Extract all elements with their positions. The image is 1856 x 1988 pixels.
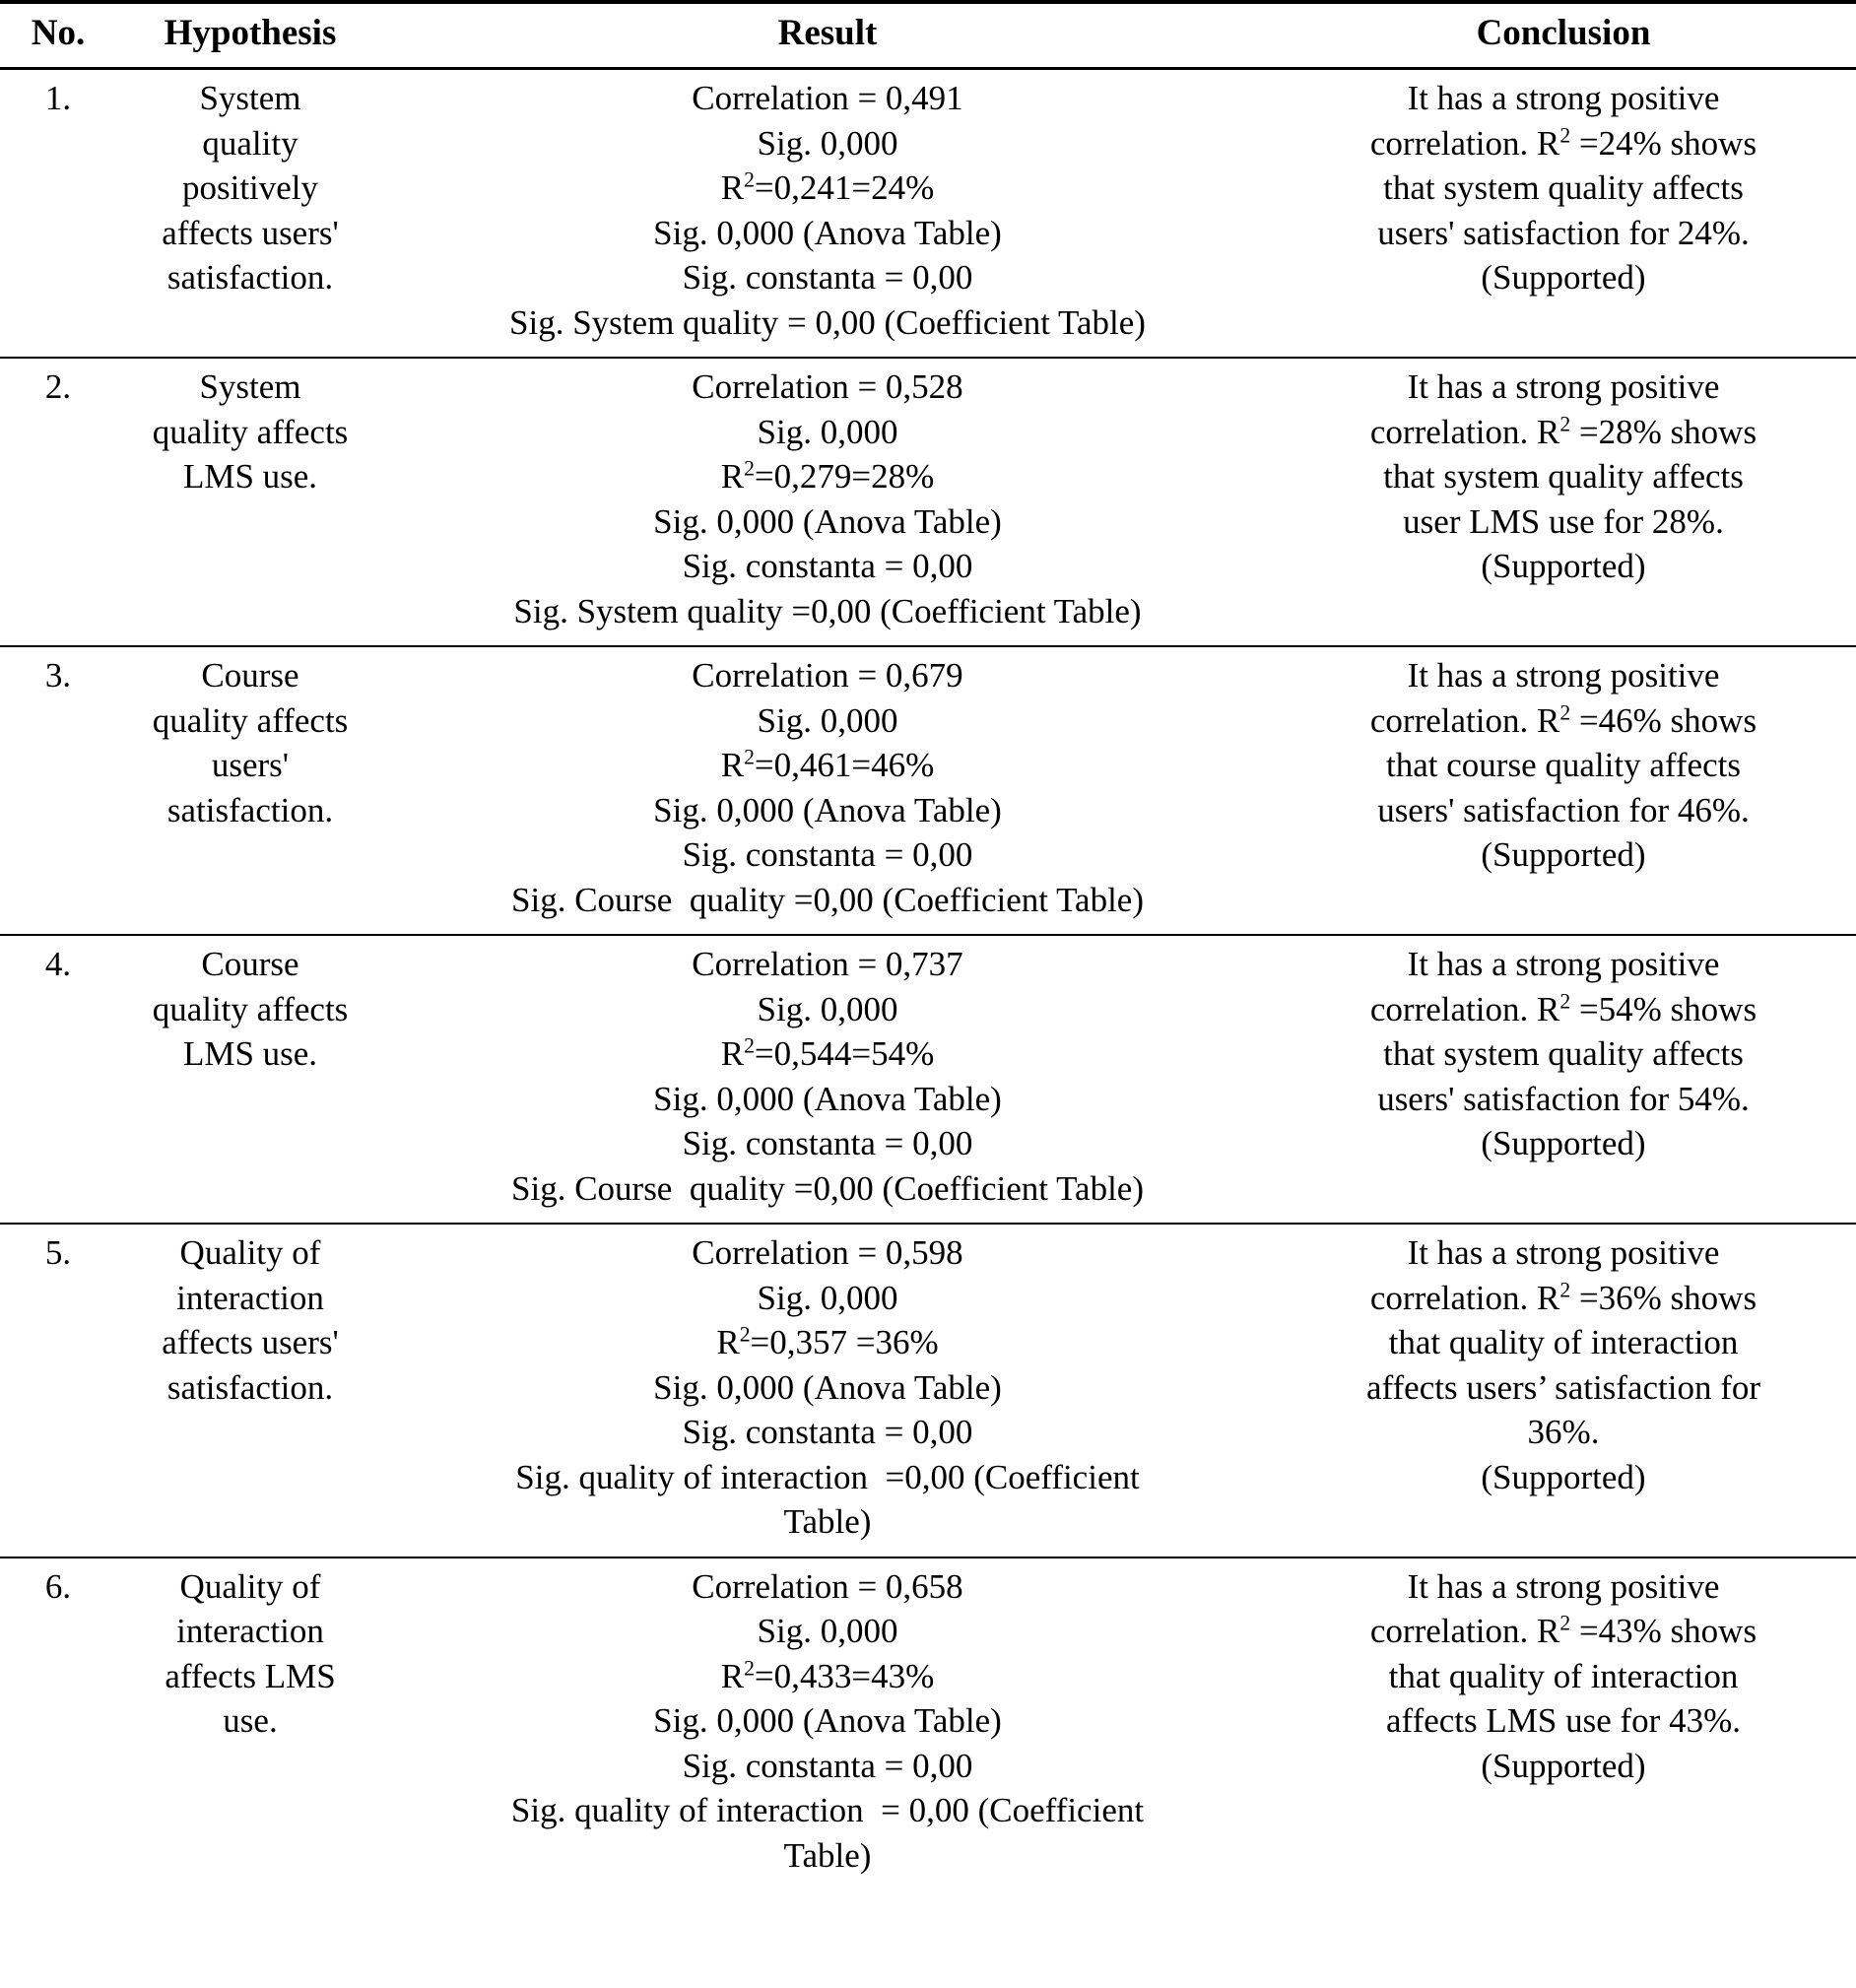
result-cell — [384, 69, 1271, 359]
result-line: Table) — [783, 1835, 872, 1875]
result-cell — [384, 1224, 1271, 1557]
hypothesis-line: satisfaction. — [166, 790, 334, 829]
hypothesis-cell — [116, 935, 384, 1224]
result-line: Sig. constanta = 0,00 — [682, 258, 973, 298]
hypothesis-cell — [116, 1224, 384, 1557]
result-line: Sig. System quality =0,00 (Coefficient Table) — [513, 591, 1142, 630]
conclusion-cell — [1271, 935, 1856, 1224]
conclusion-line: (Supported) — [1481, 1124, 1646, 1163]
result-line: Sig. 0,000 (Anova Table) — [653, 213, 1002, 252]
table-row — [0, 935, 1856, 1224]
conclusion-line: It has a strong positive — [1407, 79, 1720, 118]
result-line: Sig. 0,000 (Anova Table) — [653, 1701, 1002, 1741]
conclusion-line: It has a strong positive — [1407, 945, 1720, 984]
hypothesis-cell — [116, 646, 384, 935]
conclusion-line: affects users’ satisfaction for — [1365, 1367, 1761, 1407]
conclusion-line: that system quality affects — [1383, 457, 1744, 497]
conclusion-line: (Supported) — [1481, 547, 1646, 586]
hypothesis-cell — [116, 1557, 384, 1890]
column-header-no: No. — [0, 2, 116, 69]
conclusion-cell — [1271, 69, 1856, 359]
result-line: Correlation = 0,528 — [692, 367, 963, 407]
result-line: Sig. 0,000 — [757, 989, 898, 1028]
table-header — [0, 2, 1856, 69]
hypothesis-line: quality affects — [152, 412, 349, 451]
table-body — [0, 69, 1856, 1890]
conclusion-line: that system quality affects — [1383, 1034, 1744, 1074]
conclusion-line: that course quality affects — [1386, 746, 1741, 785]
result-cell — [384, 646, 1271, 935]
result-line: Sig. constanta = 0,00 — [682, 547, 973, 586]
hypothesis-line: affects users' — [162, 1323, 339, 1362]
result-line: Table) — [783, 1502, 872, 1542]
result-line: Sig. Course quality =0,00 (Coefficient Table) — [511, 1168, 1144, 1208]
result-line: Sig. 0,000 — [757, 412, 898, 451]
hypothesis-cell — [116, 358, 384, 646]
hypothesis-line: satisfaction. — [166, 1367, 334, 1407]
conclusion-line: It has a strong positive — [1407, 367, 1720, 407]
result-line: Sig. 0,000 (Anova Table) — [653, 1367, 1002, 1407]
conclusion-line: It has a strong positive — [1407, 1233, 1720, 1273]
table-row — [0, 69, 1856, 359]
hypothesis-line: positively — [181, 168, 319, 208]
conclusion-cell — [1271, 358, 1856, 646]
result-line: Correlation = 0,658 — [692, 1566, 963, 1606]
conclusion-line: (Supported) — [1481, 1457, 1646, 1496]
result-line: Sig. constanta = 0,00 — [682, 1124, 973, 1163]
result-line: Sig. 0,000 (Anova Table) — [653, 501, 1002, 541]
hypothesis-line: Quality of — [179, 1233, 321, 1273]
conclusion-line: correlation. $R^2 =36\%$ shows — [1369, 1277, 1757, 1317]
hypothesis-line: users' — [211, 746, 290, 785]
hypothesis-line: interaction — [176, 1612, 324, 1651]
hypothesis-line: satisfaction. — [166, 258, 334, 298]
conclusion-line: users' satisfaction for 24%. — [1377, 213, 1750, 252]
row-number-cell: 3. — [0, 646, 116, 935]
conclusion-line: correlation. $R^2 =54\%$ shows — [1369, 988, 1757, 1028]
result-line: Sig. 0,000 — [757, 123, 898, 163]
conclusion-line: that quality of interaction — [1388, 1656, 1739, 1695]
column-header-conclusion: Conclusion — [1271, 2, 1856, 69]
row-number-cell: 6. — [44, 1566, 72, 1606]
conclusion-line: It has a strong positive — [1407, 1566, 1720, 1606]
result-line: Sig. System quality = 0,00 (Coefficient Table) — [509, 302, 1146, 342]
conclusion-cell — [1271, 646, 1856, 935]
hypothesis-line: interaction — [176, 1278, 324, 1317]
conclusion-line: correlation. $R^2 =24\%$ shows — [1369, 122, 1757, 163]
hypothesis-line: quality affects — [152, 989, 349, 1028]
result-line: Correlation = 0,737 — [692, 945, 963, 984]
conclusion-line: correlation. $R^2 =28\%$ shows — [1369, 411, 1757, 451]
conclusion-line: affects LMS use for 43%. — [1386, 1701, 1741, 1741]
result-line: $R^2=0,461=46\%$ — [720, 745, 935, 785]
hypothesis-line: Quality of — [179, 1566, 321, 1606]
result-line: $R^2=0,544=54\%$ — [720, 1033, 935, 1074]
hypothesis-line: System — [199, 367, 301, 407]
conclusion-line: that system quality affects — [1383, 168, 1744, 208]
row-number-cell: 5. — [0, 1224, 116, 1557]
hypothesis-line: affects users' — [162, 213, 339, 252]
conclusion-line: (Supported) — [1481, 258, 1646, 298]
column-header-result: Result — [384, 2, 1271, 69]
conclusion-cell — [1271, 1557, 1856, 1890]
result-line: $R^2=0,241=24\%$ — [720, 167, 935, 208]
result-line: Sig. constanta = 0,00 — [682, 1746, 973, 1785]
row-number-cell: 4. — [0, 935, 116, 1224]
result-line: Sig. Course quality =0,00 (Coefficient Table) — [511, 880, 1144, 919]
result-line: Correlation = 0,679 — [692, 656, 963, 696]
hypothesis-line: System — [199, 79, 301, 118]
result-line: Sig. 0,000 (Anova Table) — [653, 790, 1002, 829]
result-line: Sig. quality of interaction =0,00 (Coefficient — [515, 1457, 1140, 1496]
table-row — [0, 646, 1856, 935]
hypothesis-cell — [116, 69, 384, 359]
result-cell — [384, 358, 1271, 646]
hypothesis-line: quality affects — [152, 700, 349, 740]
result-line: Sig. constanta = 0,00 — [682, 1413, 973, 1452]
result-line: Sig. quality of interaction = 0,00 (Coefficient — [510, 1791, 1145, 1830]
result-line: Sig. 0,000 — [757, 1612, 898, 1651]
table-row — [0, 1557, 1856, 1890]
result-line: Sig. 0,000 — [757, 1278, 898, 1317]
hypothesis-line: Course — [201, 656, 299, 696]
conclusion-line: (Supported) — [1481, 1746, 1646, 1785]
conclusion-line: that quality of interaction — [1388, 1323, 1739, 1362]
result-line: Correlation = 0,491 — [692, 79, 963, 118]
result-line: $R^2=0,357 =36\%$ — [716, 1322, 939, 1362]
conclusion-line: (Supported) — [1481, 835, 1646, 875]
conclusion-line: correlation. $R^2 =43\%$ shows — [1369, 1611, 1757, 1651]
hypothesis-line: quality — [202, 123, 298, 163]
result-cell — [384, 935, 1271, 1224]
hypothesis-line: use. — [223, 1701, 278, 1741]
row-number-cell: 1. — [0, 69, 116, 359]
result-line: Sig. constanta = 0,00 — [682, 835, 973, 875]
conclusion-line: user LMS use for 28%. — [1403, 501, 1724, 541]
conclusion-line: correlation. $R^2 =46\%$ shows — [1369, 699, 1757, 740]
conclusion-line: users' satisfaction for 46%. — [1377, 790, 1750, 829]
result-line: Correlation = 0,598 — [692, 1233, 963, 1273]
result-line: Sig. 0,000 (Anova Table) — [653, 1079, 1002, 1118]
result-line: $R^2=0,433=43\%$ — [720, 1655, 935, 1695]
hypothesis-line: LMS use. — [182, 1034, 318, 1074]
conclusion-cell — [1271, 1224, 1856, 1557]
result-line: Sig. 0,000 — [757, 700, 898, 740]
conclusion-line: users' satisfaction for 54%. — [1377, 1079, 1750, 1118]
result-cell — [384, 1557, 1271, 1890]
table-row — [0, 358, 1856, 646]
result-line: $R^2=0,279=28\%$ — [720, 456, 935, 497]
hypothesis-line: Course — [201, 945, 299, 984]
conclusion-line: It has a strong positive — [1407, 656, 1720, 696]
table-row — [0, 1224, 1856, 1557]
column-header-hypothesis: Hypothesis — [116, 2, 384, 69]
hypothesis-line: affects LMS — [165, 1656, 336, 1695]
hypothesis-line: LMS use. — [182, 457, 318, 497]
conclusion-line: 36%. — [1527, 1413, 1600, 1452]
header-row — [0, 2, 1856, 69]
row-number-cell: 2. — [0, 358, 116, 646]
